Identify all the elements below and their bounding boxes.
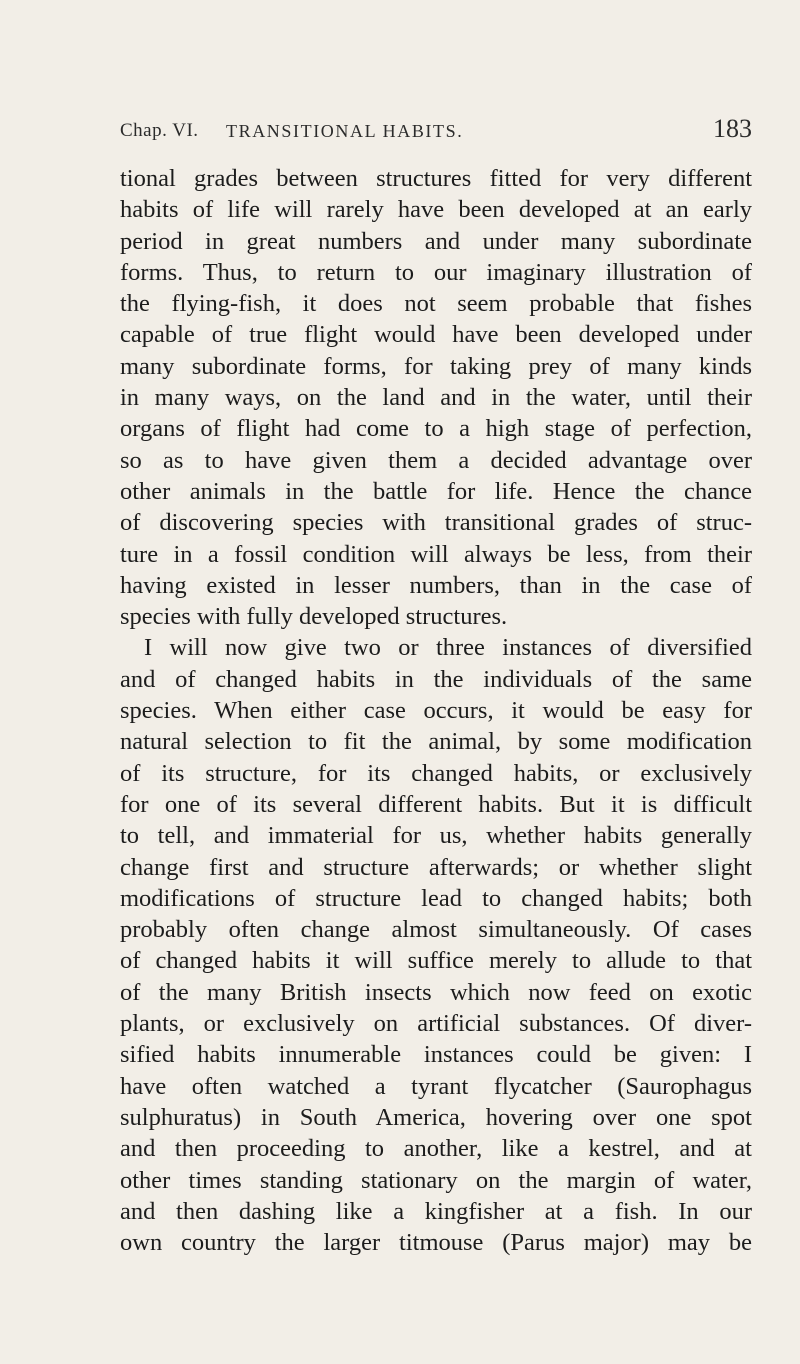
text-line: modifications of structure lead to changed habits; both: [120, 884, 752, 912]
text-line: forms. Thus, to return to our imaginary illustration of: [120, 258, 752, 286]
text-line: have often watched a tyrant flycatcher (Saurophagus: [120, 1072, 752, 1100]
text-line: and then proceeding to another, like a kestrel, and at: [120, 1135, 752, 1163]
text-line: species. When either case occurs, it would be easy for: [120, 697, 752, 725]
text-line: own country the larger titmouse (Parus major) may be: [120, 1229, 752, 1257]
text-line: other times standing stationary on the margin of water,: [120, 1166, 752, 1194]
chapter-label: Chap. VI.: [120, 120, 199, 141]
text-line: tional grades between structures fitted for very different: [120, 165, 752, 192]
text-line: so as to have given them a decided advantage over: [120, 446, 752, 474]
text-line: and then dashing like a kingfisher at a fish. In our: [120, 1197, 752, 1225]
running-head: [120, 108, 752, 148]
text-line: the flying-fish, it does not seem probable that fishes: [120, 290, 752, 318]
page-number: 183: [713, 114, 752, 143]
text-line: sulphuratus) in South America, hovering over one spot: [120, 1103, 752, 1131]
text-line: of changed habits it will suffice merely to allude to that: [120, 947, 752, 975]
text-line: plants, or exclusively on artificial substances. Of diver-: [120, 1010, 752, 1038]
text-line: sified habits innumerable instances could be given: I: [120, 1041, 752, 1069]
paragraph: [120, 632, 752, 1258]
text-line: having existed in lesser numbers, than in the case of: [120, 571, 752, 599]
text-line: capable of true flight would have been developed under: [120, 321, 752, 349]
paragraph: [120, 163, 752, 632]
text-line: and of changed habits in the individuals of the same: [120, 665, 752, 693]
text-line: natural selection to fit the animal, by some modification: [120, 728, 752, 756]
text-line: habits of life will rarely have been developed at an early: [120, 196, 752, 224]
text-line: in many ways, on the land and in the water, until their: [120, 384, 752, 412]
text-line: organs of flight had come to a high stage of perfection,: [120, 415, 752, 443]
text-line: period in great numbers and under many subordinate: [120, 227, 752, 255]
text-line: to tell, and immaterial for us, whether habits generally: [120, 822, 752, 850]
text-line: for one of its several different habits. But it is difficult: [120, 790, 752, 818]
text-line: I will now give two or three instances of diversified: [144, 634, 752, 662]
text-line: of the many British insects which now feed on exotic: [120, 978, 752, 1006]
text-line: many subordinate forms, for taking prey of many kinds: [120, 352, 752, 380]
text-line: species with fully developed structures.: [120, 603, 508, 631]
text-line: other animals in the battle for life. Hence the chance: [120, 477, 752, 505]
text-line: of its structure, for its changed habits, or exclusively: [120, 759, 752, 787]
text-line: of discovering species with transitional grades of struc-: [120, 509, 752, 537]
text-line: probably often change almost simultaneously. Of cases: [120, 916, 752, 944]
body-text: [120, 163, 752, 1258]
text-line: change first and structure afterwards; or whether slight: [120, 853, 752, 881]
running-title: TRANSITIONAL HABITS.: [226, 121, 464, 141]
text-line: ture in a fossil condition will always be less, from their: [120, 540, 752, 568]
